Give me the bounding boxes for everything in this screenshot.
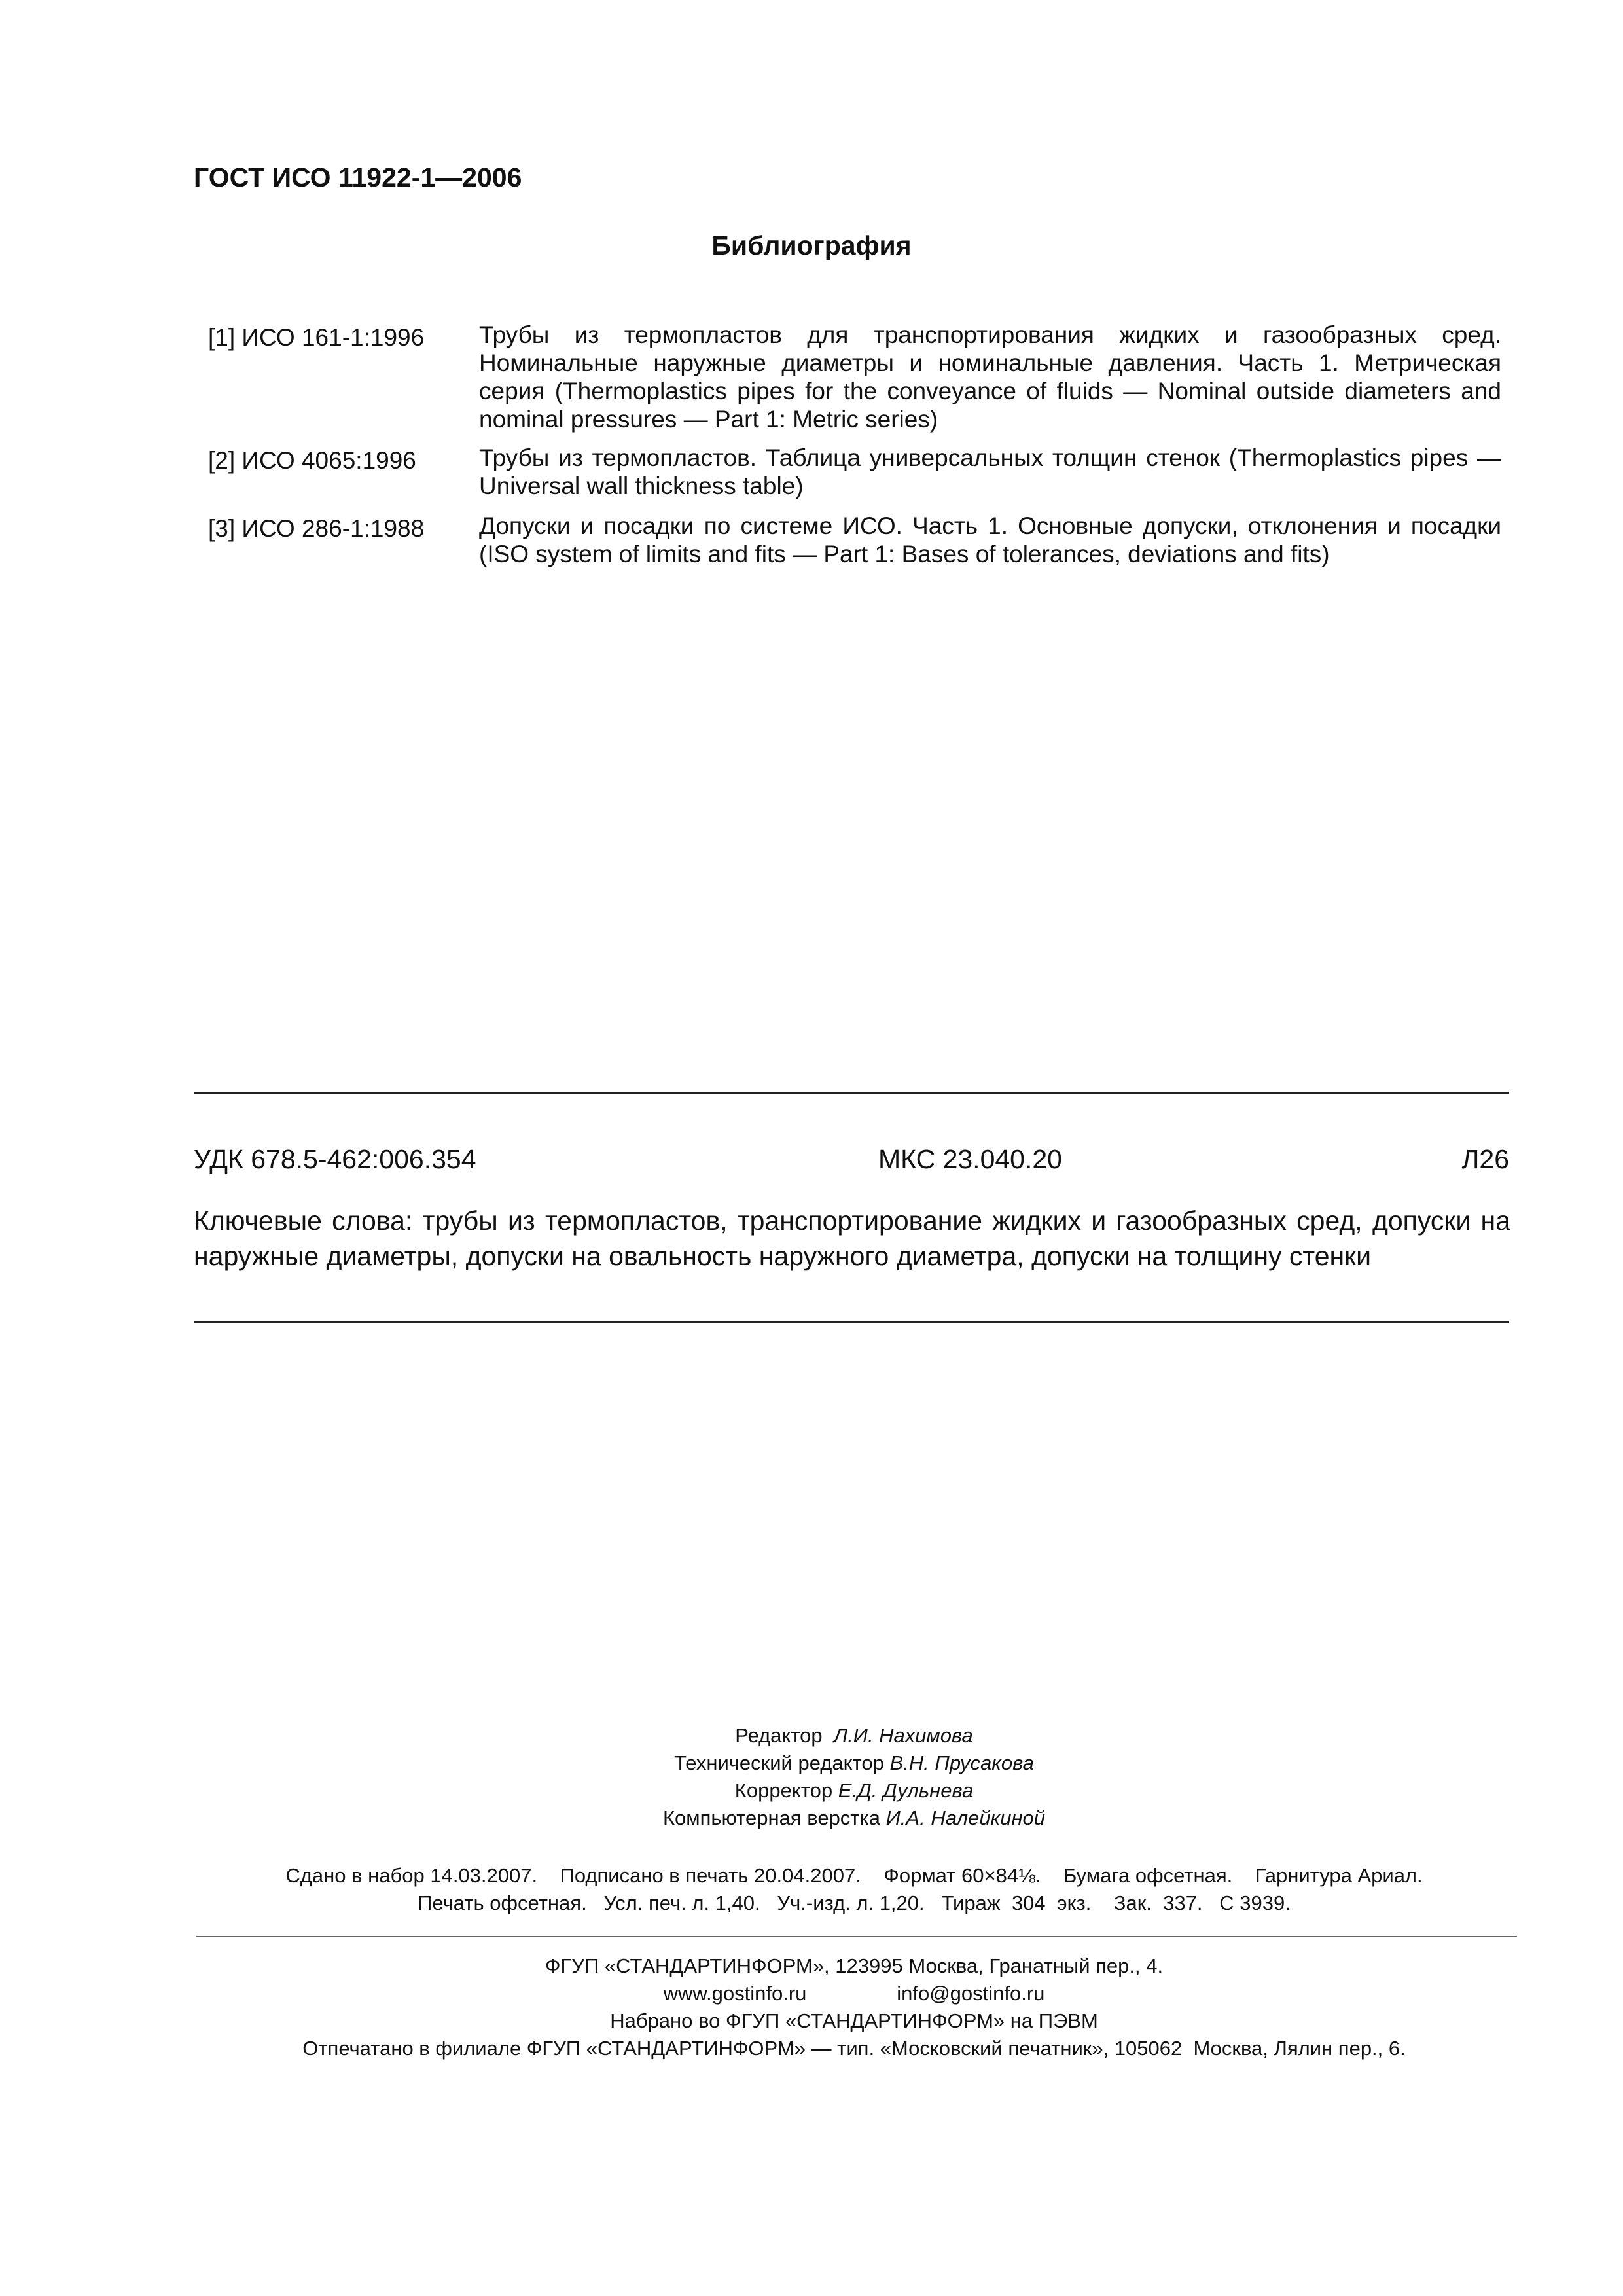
credit-name: И.А. Налейкиной [885, 1806, 1045, 1829]
divider [196, 1936, 1517, 1937]
credit-line [0, 1779, 1623, 1803]
divider [194, 1321, 1509, 1323]
bibliography-title: Библиография [711, 230, 912, 260]
printing-info: Отпечатано в филиале ФГУП «СТАНДАРТИНФОРМ» — тип. «Московский печатник», 105062 Москва, Лялин пер., 6. [302, 2037, 1406, 2060]
typeset-info: Набрано во ФГУП «СТАНДАРТИНФОРМ» на ПЭВМ [610, 2009, 1098, 2032]
reference-number: [2] ИСО 4065:1996 [208, 447, 416, 474]
credit-line [0, 1751, 1623, 1775]
category-code: Л26 [1461, 1144, 1509, 1174]
reference-title: Трубы из термопластов для транспортирования жидких и газообразных сред. Номинальные наружные диаметры и номинальные давления. Часть 1. Метрическая серия (Thermoplastics pipes for the conveyance of fluids — Nominal outside diameters and nominal pressures — Part 1: Metric series) [479, 321, 1501, 433]
document-number: ГОСТ ИСО 11922-1—2006 [194, 162, 522, 192]
credit-name: Е.Д. Дульнева [838, 1779, 974, 1802]
udk-code: УДК 678.5-462:006.354 [194, 1144, 476, 1174]
keywords-text: Ключевые слова: трубы из термопластов, транспортирование жидких и газообразных сред, допуски на наружные диаметры, допуски на овальность наружного диаметра, допуски на толщину стенки [194, 1206, 1510, 1271]
credit-role: Редактор [735, 1724, 823, 1747]
reference-number: [3] ИСО 286-1:1988 [208, 515, 425, 542]
print-info-line: Печать офсетная. Усл. печ. л. 1,40. Уч.-изд. л. 1,20. Тираж 304 экз. Зак. 337. С 3939. [418, 1892, 1291, 1914]
website-link[interactable]: www.gostinfo.ru [663, 1982, 807, 2005]
reference-title: Трубы из термопластов. Таблица универсальных толщин стенок (Thermoplastics pipes — Universal wall thickness table) [479, 444, 1501, 499]
email-link[interactable]: info@gostinfo.ru [897, 1982, 1045, 2005]
reference-number: [1] ИСО 161-1:1996 [208, 324, 425, 351]
credit-role: Корректор [734, 1779, 833, 1802]
divider [194, 1092, 1509, 1094]
credit-role: Технический редактор [674, 1751, 884, 1774]
print-info-line: Сдано в набор 14.03.2007. Подписано в печать 20.04.2007. Формат 60×84⅛. Бумага офсетная. Гарнитура Ариал. [285, 1864, 1423, 1887]
publisher-address: ФГУП «СТАНДАРТИНФОРМ», 123995 Москва, Гранатный пер., 4. [544, 1954, 1164, 1977]
mks-code: МКС 23.040.20 [878, 1144, 1062, 1174]
reference-title: Допуски и посадки по системе ИСО. Часть 1. Основные допуски, отклонения и посадки (ISO system of limits and fits — Part 1: Bases of tolerances, deviations and fits) [479, 512, 1501, 567]
credit-name: Л.И. Нахимова [833, 1724, 973, 1747]
publisher-contacts [0, 1982, 1623, 2005]
credit-line [0, 1806, 1623, 1830]
credit-role: Компьютерная верстка [663, 1806, 880, 1829]
credit-line [0, 1724, 1623, 1748]
credit-name: В.Н. Прусакова [889, 1751, 1034, 1774]
